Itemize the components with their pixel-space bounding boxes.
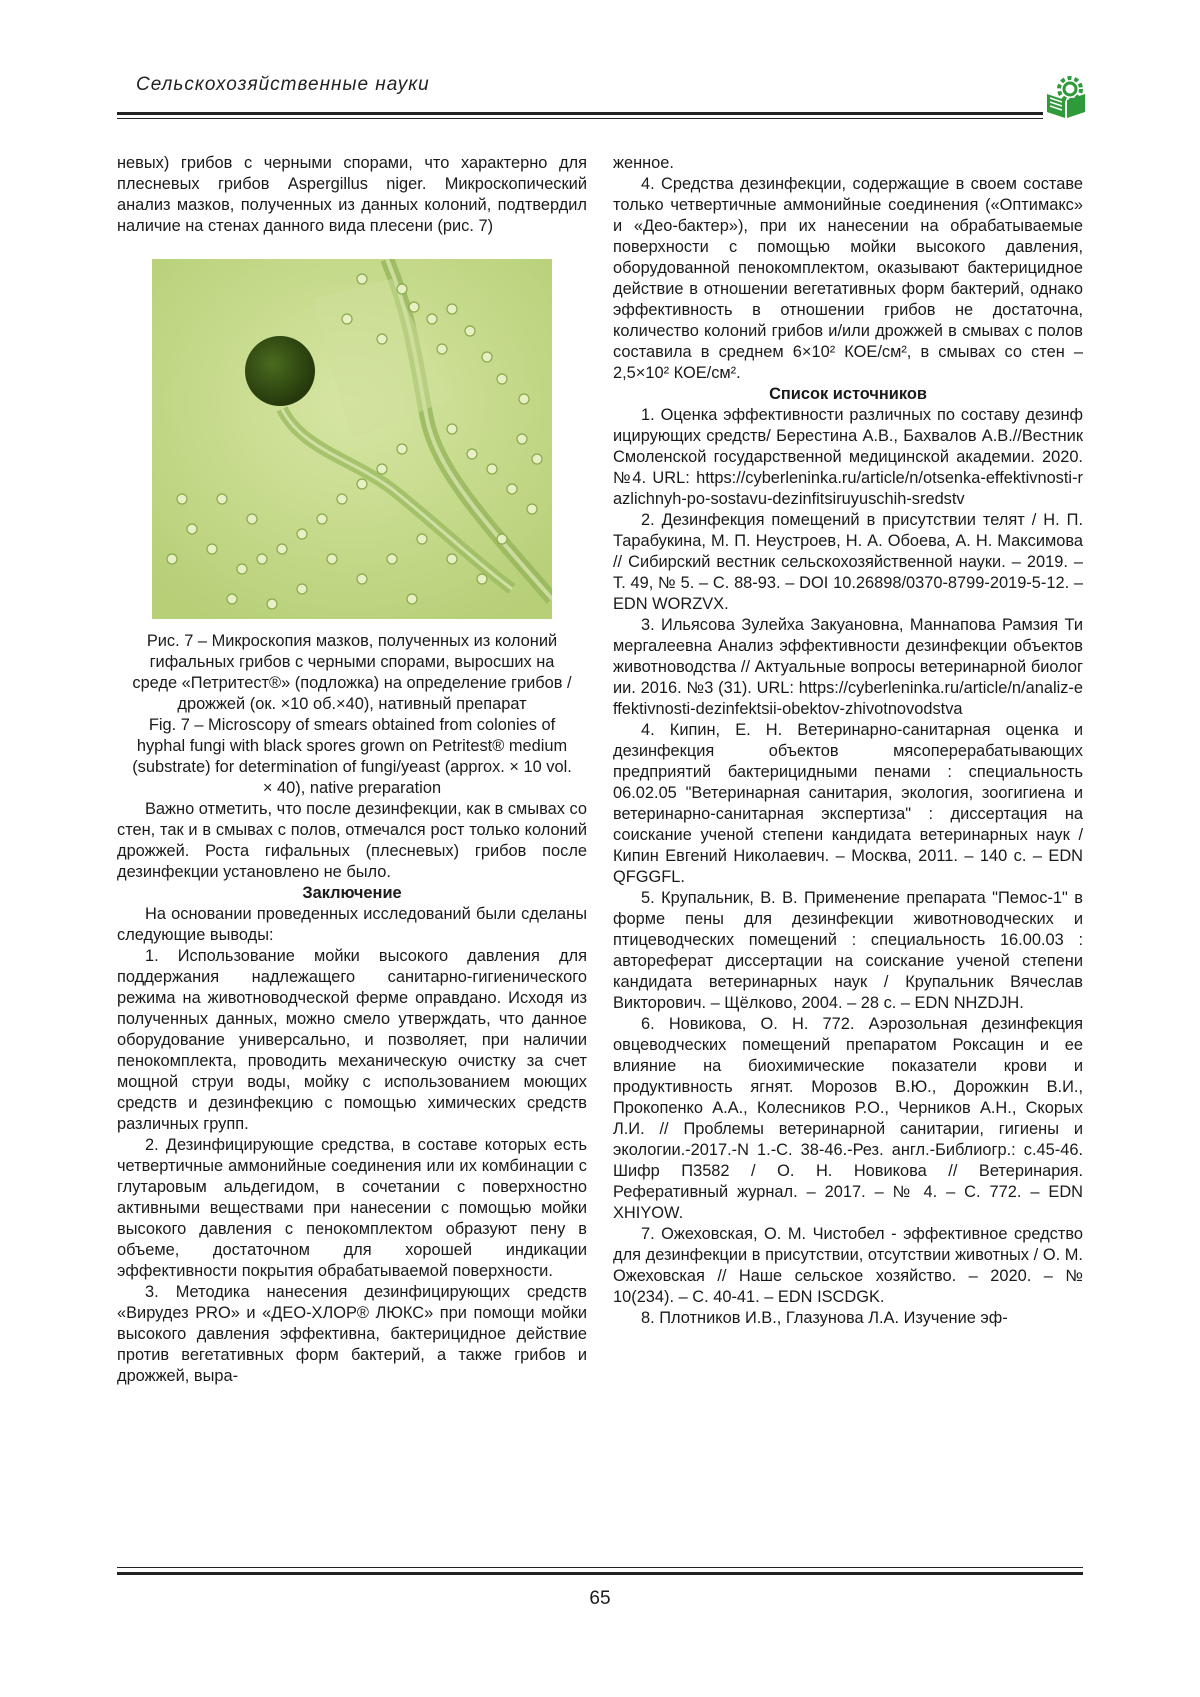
reference-item: 6. Новикова, О. Н. 772. Аэрозольная дезинфекция овцеводческих помещений препаратом Роксацин и ее влияние на биохимические показатели крови и продуктивность ягнят. Морозов В.Ю., Дорожкин В.И., Прокопенко А.А., Колесников Р.О., Черников А.Н., Скорых Л.И. // Проблемы ветеринарной санитарии, гигиены и экологии.-2017.-N 1.-С. 38-46.-Рез. англ.-Библиогр.: с.45-46. Шифр П3582 / О. Н. Новикова // Ветеринария. Реферативный журнал. – 2017. – № 4. – С. 772. – EDN XHIYOW.: [613, 1015, 1083, 1222]
conclusion-point-1: 1. Использование мойки высокого давления для поддержания надлежащего санитарно-гигиенического режима на животноводческой ферме оправдано. Исходя из полученных данных, можно смело утверждать, что данное оборудование универсально, и позволяет, при наличии пенокомплекта, проводить механическую очистку за счет мощной струи воды, мойку с использованием моющих средств и дезинфекцию с помощью химических средств различных групп.: [117, 947, 587, 1133]
journal-logo-icon: [1043, 74, 1089, 120]
right-column: [613, 153, 1083, 1329]
journal-section-title: Сельскохозяйственные науки: [136, 74, 430, 95]
reference-item: 5. Крупальник, В. В. Применение препарата "Пемос-1" в форме пены для дезинфекции животноводческих и птицеводческих помещений : специальность 16.00.03 : автореферат диссертации на соискание ученой степени кандидата ветеринарных наук / Крупальник Вячеслав Викторович. – Щёлково, 2004. – 28 с. – EDN NHZDJH.: [613, 889, 1083, 1012]
header-rule-thin: [117, 118, 1043, 119]
reference-item: 7. Ожеховская, О. М. Чистобел - эффективное средство для дезинфекции в присутствии, отсутствии животных / О. М. Ожеховская // Наше сельское хозяйство. – 2020. – № 10(234). – С. 40-41. – EDN ISCDGK.: [613, 1225, 1083, 1306]
conclusion-intro: На основании проведенных исследований были сделаны следующие выводы:: [117, 905, 587, 944]
conclusion-point-4: 4. Средства дезинфекции, содержащие в своем составе только четвертичные аммонийные соединения («Оптимакс» и «Део-бактер»), при их нанесении на обрабатываемые поверхности с помощью мойки высокого давления, оборудованной пенокомплектом, оказывают бактерицидное действие в отношении вегетативных форм бактерий, однако эффективность в отношении грибов не достаточна, количество колоний грибов и/или дрожжей в смывах с полов составила в среднем 6×10² КОЕ/см², в смывах со стен – 2,5×10² КОЕ/см².: [613, 175, 1083, 382]
reference-item: 1. Оценка эффективности различных по составу дезинфицирующих средств/ Берестина А.В., Бахвалов А.В.//Вестник Смоленской государственной медицинской академии. 2020. №4. URL: https://cyberleninka.ru/article/n/otsenka-effektivnosti-razlichnyh-po-sostavu-dezinfitsiruyuschih-sredstv: [613, 406, 1083, 508]
paragraph-after-figure: Важно отметить, что после дезинфекции, как в смывах со стен, так и в смывах с полов, отмечался рост только колоний дрожжей. Роста гифальных (плесневых) грибов после дезинфекции установлено не было.: [117, 800, 587, 881]
page-number: 65: [589, 1588, 611, 1609]
sources-heading: Список источников: [769, 385, 927, 403]
conclusion-heading: Заключение: [302, 884, 402, 902]
reference-item: 8. Плотников И.В., Глазунова Л.А. Изучение эф-: [641, 1309, 1008, 1327]
reference-item: 3. Ильясова Зулейха Закуановна, Маннапова Рамзия Тимергалеевна Анализ эффективности дезинфекции объектов животноводства // Актуальные вопросы ветеринарной биологии. 2016. №3 (31). URL: https://cyberleninka.ru/article/n/analiz-effektivnosti-dezinfektsii-obektov-zhivotnovodstva: [613, 616, 1083, 718]
paragraph-continuation: женное.: [613, 154, 674, 172]
microscopy-figure: [152, 259, 552, 619]
conclusion-point-2: 2. Дезинфицирующие средства, в составе которых есть четвертичные аммонийные соединения или их комбинации с глутаровым альдегидом, в сочетании с поверхностно активными веществами при нанесении с помощью мойки высокого давления с пенокомплектом образуют пену в объеме, достаточном для хорошей индикации эффективности покрытия обрабатываемой поверхности.: [117, 1136, 587, 1280]
reference-item: 4. Кипин, Е. Н. Ветеринарно-санитарная оценка и дезинфекция объектов мясоперерабатывающих предприятий бактерицидными пенами : специальность 06.02.05 "Ветеринарная санитария, экология, зоогигиена и ветеринарно-санитарная экспертиза" : диссертация на соискание ученой степени кандидата ветеринарных наук / Кипин Евгений Николаевич. – Москва, 2011. – 140 с. – EDN QFGGFL.: [613, 721, 1083, 886]
conclusion-point-3: 3. Методика нанесения дезинфицирующих средств «Вирудез PRO» и «ДЕО-ХЛОР® ЛЮКС» при помощи мойки высокого давления эффективна, бактерицидное действие против вегетативных форм бактерий, а также грибов и дрожжей, выра-: [117, 1283, 587, 1385]
footer-rule-thin: [117, 1567, 1083, 1568]
left-column: [117, 153, 587, 1387]
figure-caption-ru: Рис. 7 – Микроскопия мазков, полученных из колоний гифальных грибов с черными спорами, выросших на среде «Петритест®» (подложка) на определение грибов / дрожжей (ок. ×10 об.×40), нативный препарат: [132, 632, 572, 713]
paragraph-intro: невых) грибов с черными спорами, что характерно для плесневых грибов Aspergillus niger. Микроскопический анализ мазков, полученных из данных колоний, подтвердил наличие на стенах данного вида плесени (рис. 7): [117, 154, 587, 235]
header-rule: [117, 112, 1043, 115]
footer-rule: [117, 1572, 1083, 1575]
reference-item: 2. Дезинфекция помещений в присутствии телят / Н. П. Тарабукина, М. П. Неустроев, Н. А. Обоева, А. Н. Максимова // Сибирский вестник сельскохозяйственной науки. – 2019. – Т. 49, № 5. – С. 88-93. – DOI 10.26898/0370-8799-2019-5-12. – EDN WORZVX.: [613, 511, 1083, 613]
figure-caption-en: Fig. 7 – Microscopy of smears obtained from colonies of hyphal fungi with black spores grown on Petritest® medium (substrate) for determination of fungi/yeast (approx. × 10 vol. × 40), native preparation: [132, 716, 572, 797]
